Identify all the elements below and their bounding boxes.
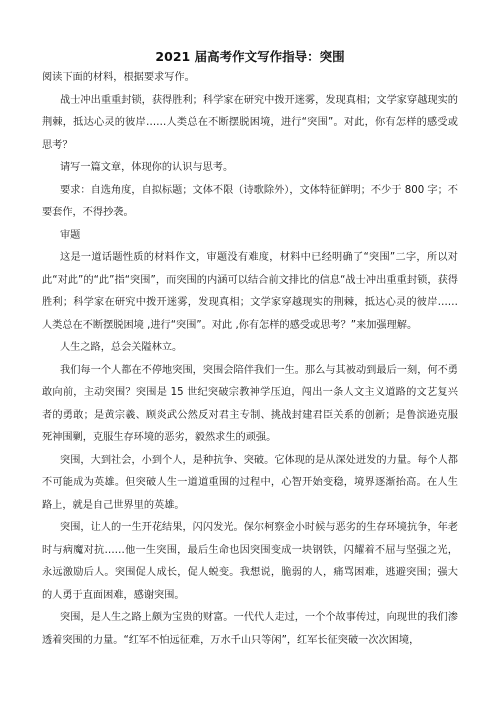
paragraph-essay-opening: 人生之路，总会关隘林立。 xyxy=(60,342,183,353)
paragraph-requirements: 要求：自选角度，自拟标题；文体不限（诗歌除外），文体特征鲜明；不少于 800 字；不要套作，不得抄袭。 xyxy=(42,184,458,218)
paragraph-essay-body-3: 突围，让人的一生开花结果，闪闪发光。保尔柯察金小时候与恶劣的生存环境抗争，年老时与病魔对抗……他一生突围，最后生命也因突围变成一块钢铁，闪耀着不屈与坚强之光，永远激励后人。突围促人成长，促人蜕变。我想说，脆弱的人，痛骂困难，逃避突围；强大的人勇于直面困难，感谢突围。 xyxy=(42,522,458,601)
paragraph-essay-body-1: 我们每一个人都在不停地突围，突围会陪伴我们一生。那么与其被动到最后一刻，何不勇敢向前，主动突围？突围是 15 世纪突破宗教神学压迫，闯出一条人文主义道路的文艺复兴者的勇敢；是黄宗羲、顾炎武公然反对君主专制、挑战封建君臣关系的创新；是鲁滨逊克服死神围剿，克服生存环境的恶劣，毅然求生的顽强。 xyxy=(42,364,458,443)
paragraph-instruction: 阅读下面的材料，根据要求写作。 xyxy=(42,72,195,83)
paragraph-task: 请写一篇文章，体现你的认识与思考。 xyxy=(60,162,234,173)
paragraph-material: 战士冲出重重封锁，获得胜利；科学家在研究中拨开迷雾，发现真相；文学家穿越现实的荆棘，抵达心灵的彼岸……人类总在不断摆脱困境，进行“突围”。对此，你有怎样的感受或思考？ xyxy=(42,94,458,151)
paragraph-essay-body-4: 突围，是人生之路上颇为宝贵的财富。一代代人走过，一个个故事传过，向现世的我们渗透着突围的力量。“红军不怕远征难，万水千山只等闲”，红军长征突破一次次困境， xyxy=(42,612,458,646)
paragraph-heading-analysis: 审题 xyxy=(60,229,81,241)
document-title: 2021 届高考作文写作指导：突围 xyxy=(155,49,345,64)
paragraph-essay-body-2: 突围，大到社会，小到个人，是种抗争、突破。它体现的是从深处迸发的力量。每个人都不可能成为英雄。但突破人生一道道重围的过程中，心智开始变稳，境界逐渐抬高。在人生路上，就是自己世界里的英雄。 xyxy=(42,454,458,511)
paragraph-analysis: 这是一道话题性质的材料作文，审题没有难度，材料中已经明确了“突围”二字，所以对此“对此”的“此”指“突围”，而突围的内涵可以结合前文排比的信息“战士冲出重重封锁，获得胜利；科学家在研究中拨开迷雾，发现真相；文学家穿越现实的荆棘，抵达心灵的彼岸……人类总在不断摆脱困境 ,进行“突围”。对此 ,你有怎样的感受或思考？”来加强理解。 xyxy=(42,252,458,331)
